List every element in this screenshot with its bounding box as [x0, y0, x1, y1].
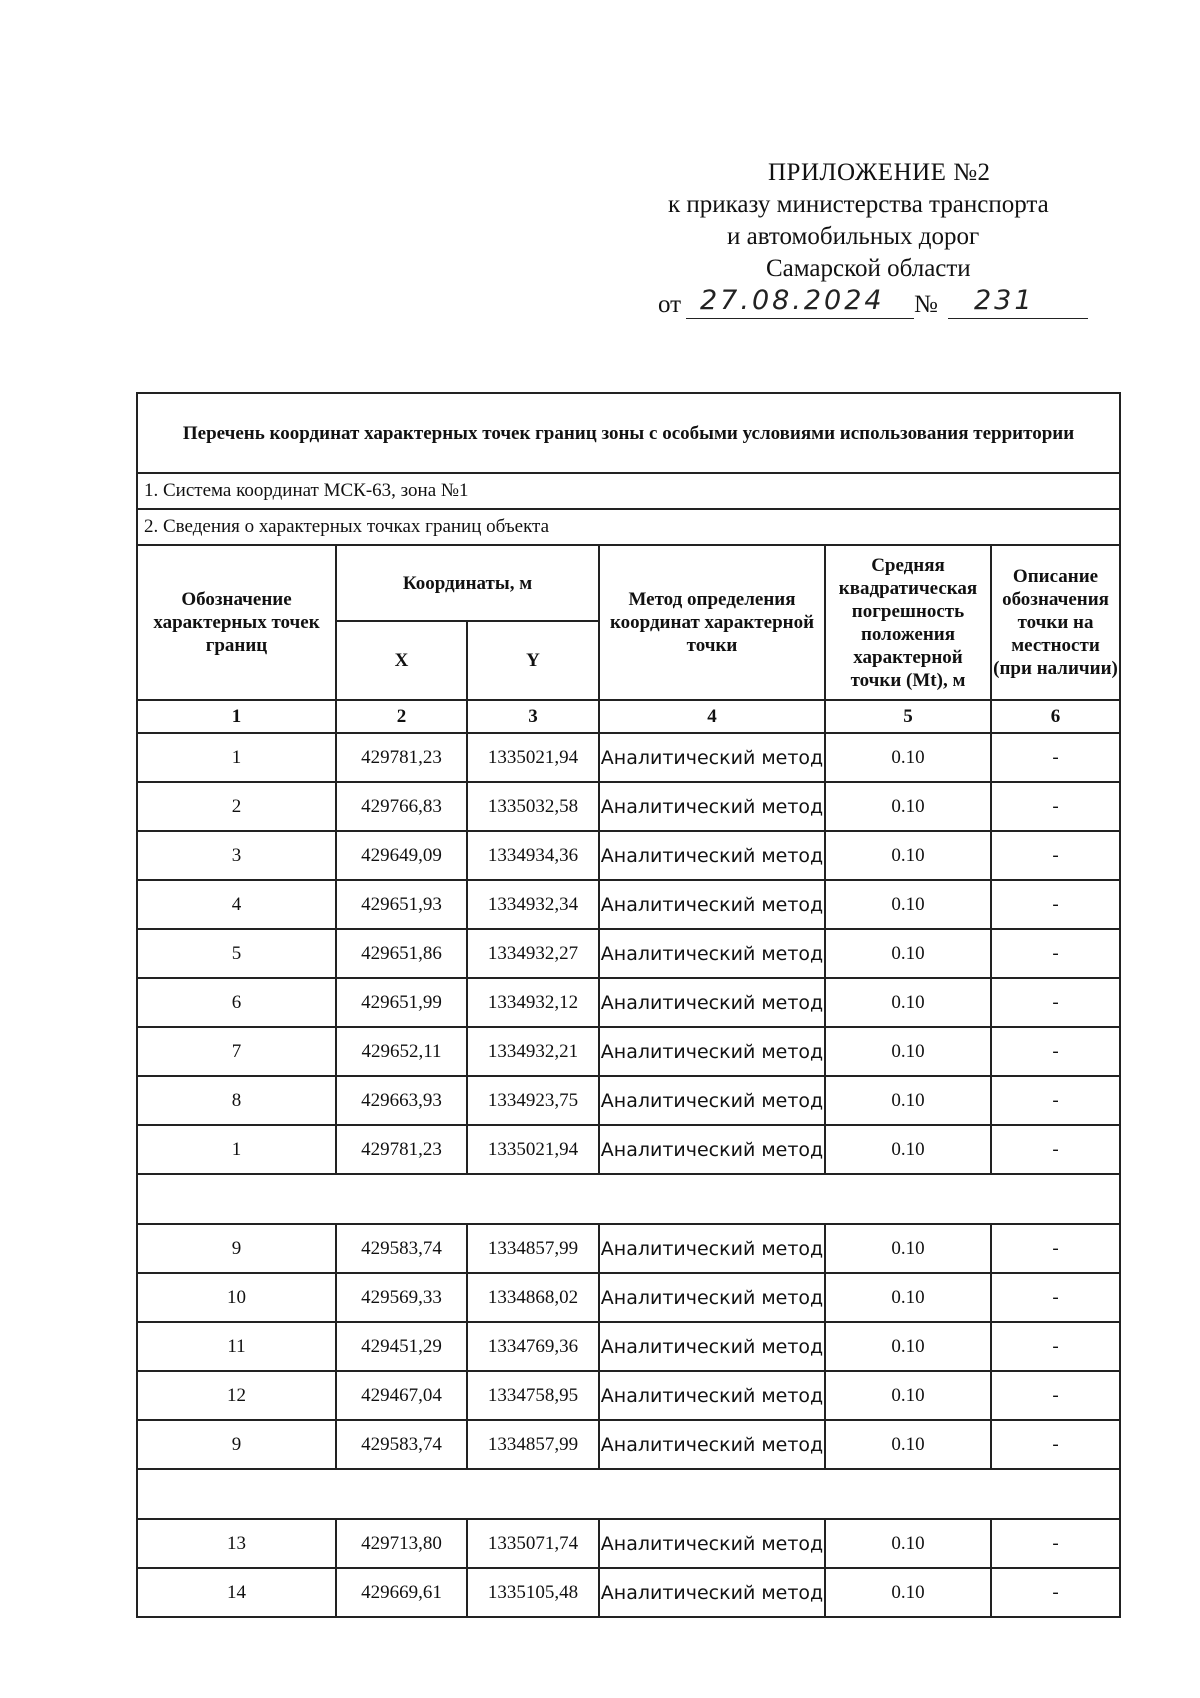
- mean-square-error: 0.10: [825, 880, 991, 929]
- column-number: 4: [599, 700, 825, 733]
- point-number: 12: [137, 1371, 336, 1420]
- coordinate-y: 1335021,94: [467, 1125, 599, 1174]
- table-row: [137, 1519, 1120, 1568]
- method: Аналитический метод: [599, 1224, 825, 1273]
- coordinate-x: 429713,80: [336, 1519, 467, 1568]
- method: Аналитический метод: [599, 880, 825, 929]
- header-method: Метод определения координат характерной точки: [599, 545, 825, 700]
- point-number: 1: [137, 733, 336, 782]
- header-coordinates: Координаты, м: [336, 545, 599, 621]
- coordinate-x: 429651,86: [336, 929, 467, 978]
- point-description: -: [991, 929, 1120, 978]
- coordinate-x: 429781,23: [336, 733, 467, 782]
- coordinate-y: 1334923,75: [467, 1076, 599, 1125]
- coordinate-y: 1335105,48: [467, 1568, 599, 1617]
- coordinate-x: 429451,29: [336, 1322, 467, 1371]
- column-number: 1: [137, 700, 336, 733]
- method: Аналитический метод: [599, 929, 825, 978]
- point-description: -: [991, 880, 1120, 929]
- table-row: [137, 978, 1120, 1027]
- method: Аналитический метод: [599, 1568, 825, 1617]
- coordinate-y: 1334857,99: [467, 1224, 599, 1273]
- point-description: -: [991, 782, 1120, 831]
- date-underline: [686, 318, 914, 319]
- point-number: 10: [137, 1273, 336, 1322]
- mean-square-error: 0.10: [825, 978, 991, 1027]
- point-number: 13: [137, 1519, 336, 1568]
- point-description: -: [991, 1273, 1120, 1322]
- point-number: 8: [137, 1076, 336, 1125]
- method: Аналитический метод: [599, 1076, 825, 1125]
- coordinate-y: 1334932,12: [467, 978, 599, 1027]
- table-row: [137, 1224, 1120, 1273]
- point-number: 2: [137, 782, 336, 831]
- point-number: 14: [137, 1568, 336, 1617]
- order-date-number: [658, 286, 1088, 320]
- coordinate-y: 1334758,95: [467, 1371, 599, 1420]
- order-reference-line-2: и автомобильных дорог: [727, 223, 980, 250]
- point-number: 11: [137, 1322, 336, 1371]
- point-number: 9: [137, 1420, 336, 1469]
- table-row: [137, 1125, 1120, 1174]
- point-description: -: [991, 1224, 1120, 1273]
- method: Аналитический метод: [599, 978, 825, 1027]
- coordinate-y: 1334868,02: [467, 1273, 599, 1322]
- table-row: [137, 1076, 1120, 1125]
- mean-square-error: 0.10: [825, 1273, 991, 1322]
- table-row: [137, 782, 1120, 831]
- coordinate-y: 1334932,34: [467, 880, 599, 929]
- coordinate-x: 429467,04: [336, 1371, 467, 1420]
- coordinate-x: 429766,83: [336, 782, 467, 831]
- table-row: [137, 1568, 1120, 1617]
- number-underline: [948, 318, 1088, 319]
- coordinates-table: [136, 392, 1121, 1618]
- mean-square-error: 0.10: [825, 1125, 991, 1174]
- coordinate-y: 1334857,99: [467, 1420, 599, 1469]
- point-description: -: [991, 1568, 1120, 1617]
- method: Аналитический метод: [599, 782, 825, 831]
- method: Аналитический метод: [599, 831, 825, 880]
- coordinate-x: 429583,74: [336, 1224, 467, 1273]
- mean-square-error: 0.10: [825, 929, 991, 978]
- method: Аналитический метод: [599, 1322, 825, 1371]
- header-x: X: [336, 621, 467, 700]
- method: Аналитический метод: [599, 1027, 825, 1076]
- mean-square-error: 0.10: [825, 1076, 991, 1125]
- header-y: Y: [467, 621, 599, 700]
- point-description: -: [991, 1519, 1120, 1568]
- mean-square-error: 0.10: [825, 1568, 991, 1617]
- coordinate-x: 429569,33: [336, 1273, 467, 1322]
- group-separator-row: [137, 1469, 1120, 1519]
- table-row: [137, 929, 1120, 978]
- mean-square-error: 0.10: [825, 1519, 991, 1568]
- point-description: -: [991, 1322, 1120, 1371]
- number-prefix: №: [914, 291, 938, 318]
- method: Аналитический метод: [599, 1371, 825, 1420]
- coordinate-x: 429663,93: [336, 1076, 467, 1125]
- boundary-info: 2. Сведения о характерных точках границ объекта: [137, 509, 1120, 545]
- point-number: 3: [137, 831, 336, 880]
- header-designation: Обозначение характерных точек границ: [137, 545, 336, 700]
- point-number: 5: [137, 929, 336, 978]
- coordinate-y: 1335071,74: [467, 1519, 599, 1568]
- mean-square-error: 0.10: [825, 782, 991, 831]
- point-description: -: [991, 1076, 1120, 1125]
- mean-square-error: 0.10: [825, 1322, 991, 1371]
- coordinate-x: 429651,93: [336, 880, 467, 929]
- point-description: -: [991, 831, 1120, 880]
- handwritten-date: 27.08.2024: [700, 285, 885, 316]
- handwritten-number: 231: [974, 285, 1035, 316]
- table-row: [137, 1420, 1120, 1469]
- date-prefix: от: [658, 291, 682, 318]
- mean-square-error: 0.10: [825, 1420, 991, 1469]
- point-number: 4: [137, 880, 336, 929]
- coordinate-y: 1334769,36: [467, 1322, 599, 1371]
- table-title: Перечень координат характерных точек границ зоны с особыми условиями использования территории: [137, 393, 1120, 473]
- table-row: [137, 1371, 1120, 1420]
- header-error: Средняя квадратическая погрешность положения характерной точки (Mt), м: [825, 545, 991, 700]
- coordinate-x: 429649,09: [336, 831, 467, 880]
- column-number: 2: [336, 700, 467, 733]
- method: Аналитический метод: [599, 1273, 825, 1322]
- point-description: -: [991, 733, 1120, 782]
- coordinate-x: 429781,23: [336, 1125, 467, 1174]
- table-row: [137, 1273, 1120, 1322]
- order-reference-line-1: к приказу министерства транспорта: [668, 191, 1049, 218]
- coordinate-y: 1335032,58: [467, 782, 599, 831]
- point-description: -: [991, 1125, 1120, 1174]
- column-number: 5: [825, 700, 991, 733]
- point-description: -: [991, 1371, 1120, 1420]
- mean-square-error: 0.10: [825, 1027, 991, 1076]
- table-row: [137, 1322, 1120, 1371]
- method: Аналитический метод: [599, 1125, 825, 1174]
- table-row: [137, 880, 1120, 929]
- method: Аналитический метод: [599, 733, 825, 782]
- table-row: [137, 733, 1120, 782]
- coordinate-x: 429669,61: [336, 1568, 467, 1617]
- group-separator-row: [137, 1174, 1120, 1224]
- point-number: 9: [137, 1224, 336, 1273]
- table-row: [137, 831, 1120, 880]
- column-number: 3: [467, 700, 599, 733]
- coordinate-y: 1334934,36: [467, 831, 599, 880]
- column-number: 6: [991, 700, 1120, 733]
- method: Аналитический метод: [599, 1519, 825, 1568]
- coordinate-x: 429583,74: [336, 1420, 467, 1469]
- appendix-title: ПРИЛОЖЕНИЕ №2: [768, 159, 991, 186]
- group-separator: [137, 1174, 1120, 1224]
- group-separator: [137, 1469, 1120, 1519]
- point-description: -: [991, 1420, 1120, 1469]
- coordinate-system: 1. Система координат МСК-63, зона №1: [137, 473, 1120, 509]
- header-description: Описание обозначения точки на местности (при наличии): [991, 545, 1120, 700]
- mean-square-error: 0.10: [825, 1224, 991, 1273]
- mean-square-error: 0.10: [825, 1371, 991, 1420]
- coordinate-y: 1334932,21: [467, 1027, 599, 1076]
- column-numbers-row: [137, 700, 1120, 733]
- point-number: 7: [137, 1027, 336, 1076]
- mean-square-error: 0.10: [825, 831, 991, 880]
- coordinate-x: 429652,11: [336, 1027, 467, 1076]
- mean-square-error: 0.10: [825, 733, 991, 782]
- table-row: [137, 1027, 1120, 1076]
- coordinate-x: 429651,99: [336, 978, 467, 1027]
- method: Аналитический метод: [599, 1420, 825, 1469]
- point-description: -: [991, 1027, 1120, 1076]
- coordinate-y: 1335021,94: [467, 733, 599, 782]
- point-number: 1: [137, 1125, 336, 1174]
- point-number: 6: [137, 978, 336, 1027]
- coordinate-y: 1334932,27: [467, 929, 599, 978]
- point-description: -: [991, 978, 1120, 1027]
- order-reference-line-3: Самарской области: [766, 255, 971, 282]
